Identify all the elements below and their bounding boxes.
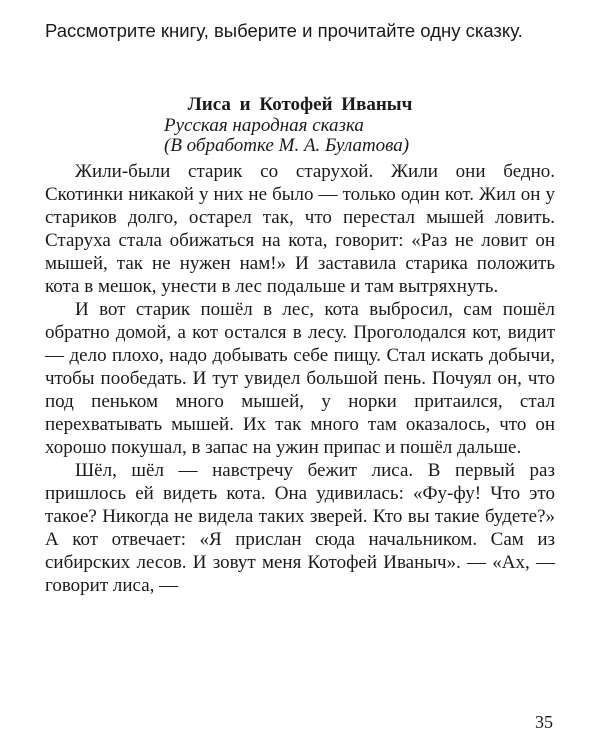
story-paragraph-1: Жили-были старик со старухой. Жили они бедно. Скотинки никакой у них не было — только один кот. Жил он у стариков долго, остарел так, что перестал мышей ловить. Старуха стала обижаться на кота, говорит: «Раз не ловит он мышей, так не нужен нам!» И заставила старика положить кота в мешок, унести в лес подальше и там вытряхнуть.: [45, 161, 555, 297]
subtitle-adaptation: (В обработке М. А. Булатова): [164, 135, 410, 156]
story-subtitle: [164, 116, 494, 156]
story-paragraph-3: Шёл, шёл — навстречу бежит лиса. В первый раз пришлось ей видеть кота. Она удивилась: «Фу-фу! Что это такое? Никогда не видела таких зверей. Кто вы такие будете?» А кот отвечает: «Я прислан сюда начальником. Сам из сибирских лесов. И зовут меня Котофей Иваныч». — «Ах, — говорит лиса, —: [45, 460, 555, 596]
page-number: 35: [535, 712, 553, 732]
subtitle-genre: Русская народная сказка: [164, 115, 364, 136]
assignment-text: Рассмотрите книгу, выберите и прочитайте одну сказку.: [45, 20, 523, 41]
story-title: Лиса и Котофей Иваныч: [187, 94, 413, 115]
story-body: [45, 160, 555, 597]
story-paragraph-2: И вот старик пошёл в лес, кота выбросил, сам пошёл обратно домой, а кот остался в лесу. Проголодался кот, видит — дело плохо, надо добывать себе пищу. Стал искать добычи, чтобы пообедать. И тут увидел большой пень. Почуял он, что под пеньком много мышей, у норки притаился, стал перехватывать мышей. Их так много там оказалось, что он хорошо покушал, в запас на ужин припас и пошёл дальше.: [45, 299, 555, 458]
